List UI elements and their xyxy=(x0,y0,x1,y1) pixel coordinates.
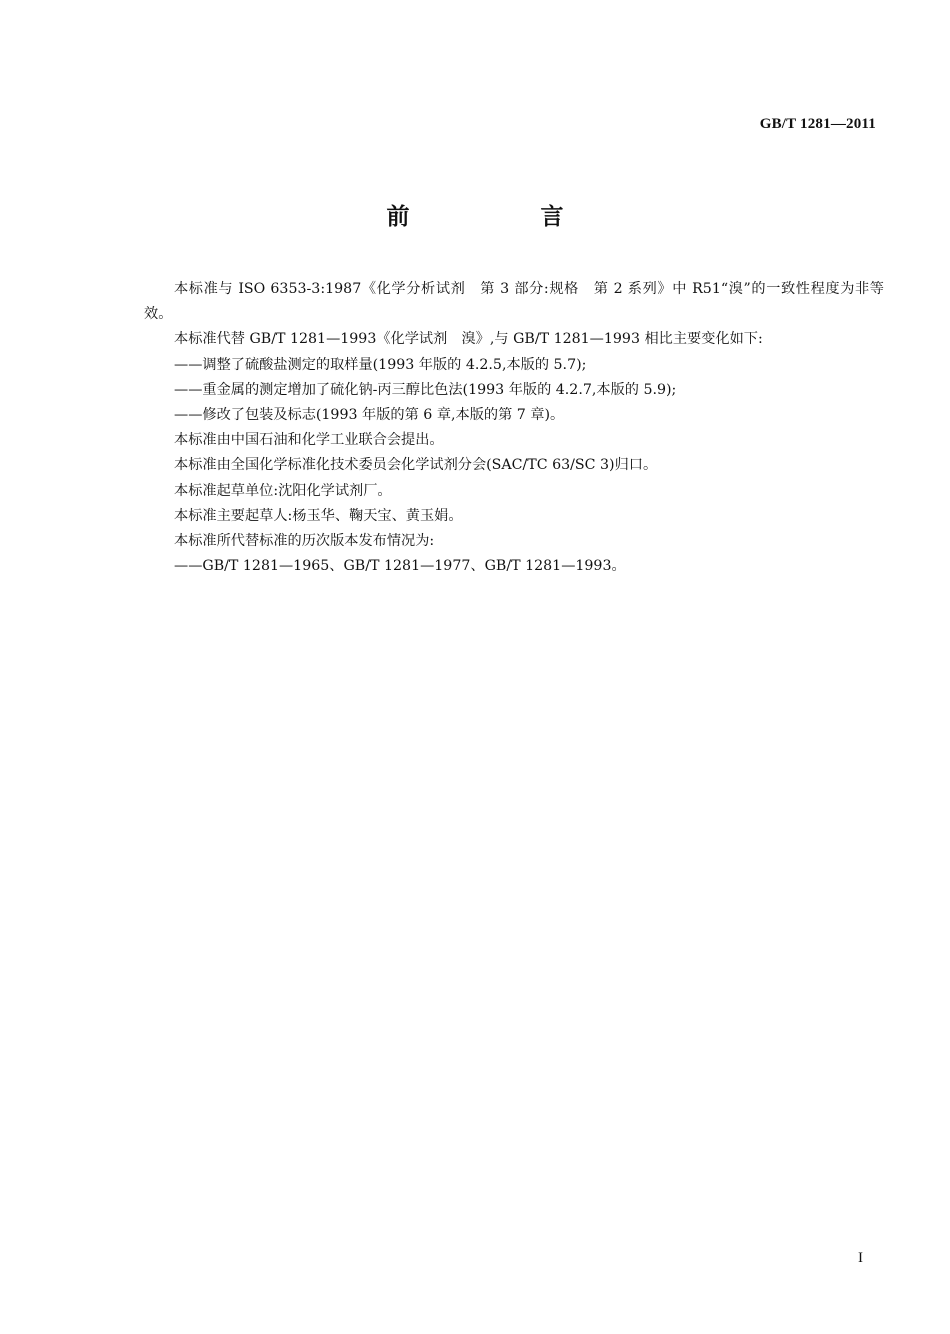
history-versions: ——GB/T 1281—1965、GB/T 1281—1977、GB/T 1281—1993。 xyxy=(174,558,626,575)
foreword-body xyxy=(144,277,884,579)
history-label: 本标准所代替标准的历次版本发布情况为: xyxy=(174,533,435,550)
intro-paragraph: 本标准与 ISO 6353-3:1987《化学分析试剂 第 3 部分:规格 第 2 系列》中 R51“溴”的一致性程度为非等效。 xyxy=(144,281,884,323)
change-item: ——调整了硫酸盐测定的取样量(1993 年版的 4.2.5,本版的 5.7); xyxy=(174,356,587,373)
replace-statement: 本标准代替 GB/T 1281—1993《化学试剂 溴》,与 GB/T 1281—1993 相比主要变化如下: xyxy=(174,331,763,348)
standard-code: GB/T 1281—2011 xyxy=(759,116,876,132)
change-item: ——修改了包装及标志(1993 年版的第 6 章,本版的第 7 章)。 xyxy=(174,407,565,424)
proposed-by: 本标准由中国石油和化学工业联合会提出。 xyxy=(174,432,444,449)
page-title: 前 言 xyxy=(386,204,618,230)
drafting-unit: 本标准起草单位:沈阳化学试剂厂。 xyxy=(174,482,392,499)
change-item: ——重金属的测定增加了硫化钠-丙三醇比色法(1993 年版的 4.2.7,本版的 5.9); xyxy=(174,381,677,398)
jurisdiction: 本标准由全国化学标准化技术委员会化学试剂分会(SAC/TC 63/SC 3)归口。 xyxy=(174,457,658,474)
drafters: 本标准主要起草人:杨玉华、鞠天宝、黄玉娟。 xyxy=(174,507,463,524)
page-number: I xyxy=(858,1250,863,1266)
